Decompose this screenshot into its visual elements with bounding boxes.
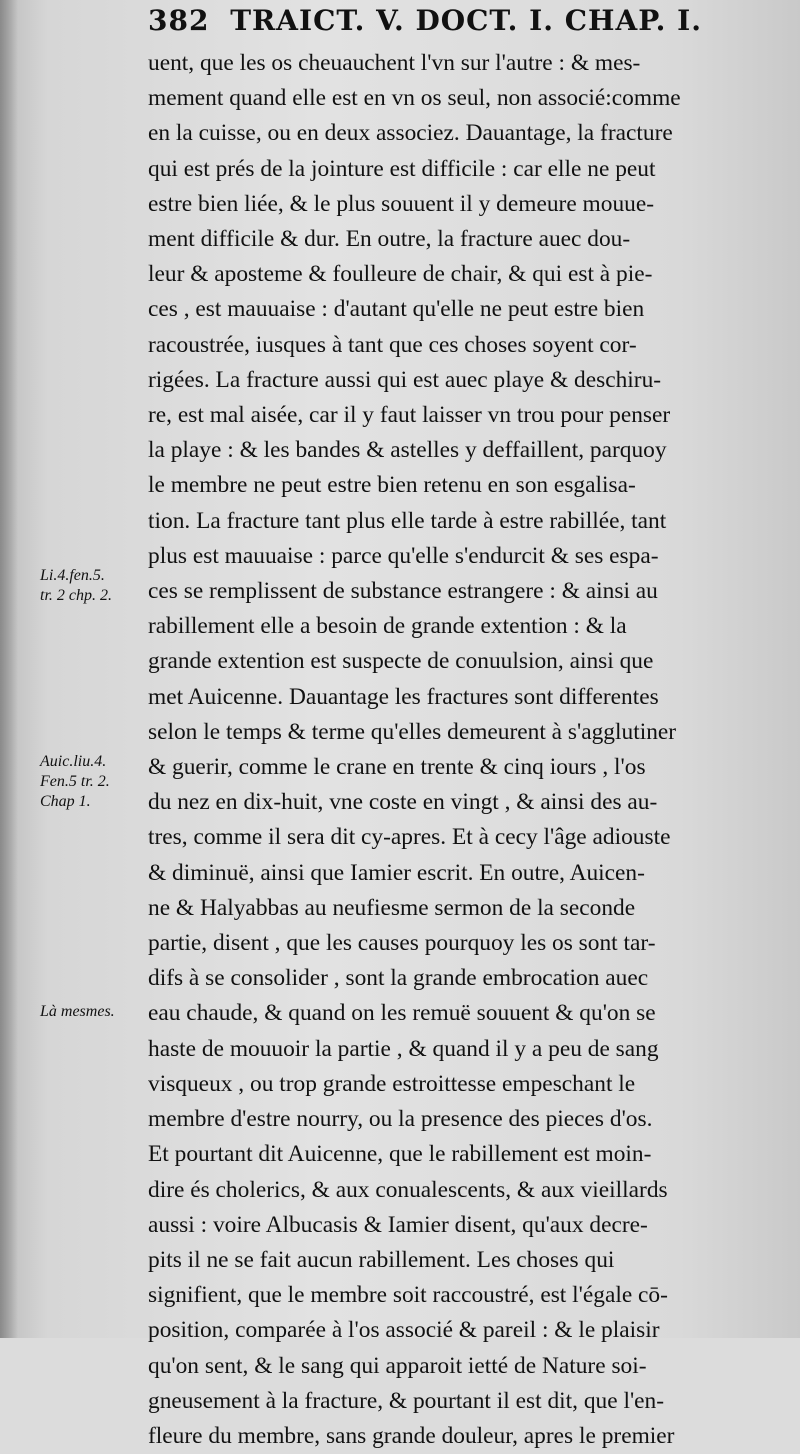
text-line: partie, disent , que les causes pourquoy les os sont tar- — [148, 930, 656, 957]
text-line: plus est mauuaise : parce qu'elle s'endurcit & ses espa- — [148, 542, 659, 569]
text-line: leur & aposteme & foulleure de chair, & qui est à pie- — [148, 261, 653, 288]
text-line: tres, comme il sera dit cy-apres. Et à cecy l'âge adiouste — [148, 824, 671, 851]
text-line: Et pourtant dit Auicenne, que le rabillement est moin- — [148, 1141, 652, 1168]
margin-note-line: Li.4.fen.5. — [40, 567, 105, 584]
text-line: membre d'estre nourry, ou la presence des pieces d'os. — [148, 1106, 653, 1133]
margin-note-line: Auic.liu.4. — [40, 753, 107, 770]
text-line: & guerir, comme le crane en trente & cinq iours , l'os — [148, 754, 646, 781]
margin-note-line: tr. 2 chp. 2. — [40, 587, 112, 604]
margin-note-line: Chap 1. — [40, 793, 91, 810]
text-line: en la cuisse, ou en deux associez. Dauantage, la fracture — [148, 120, 673, 147]
text-line: aussi : voire Albucasis & Iamier disent, qu'aux decre- — [148, 1211, 648, 1238]
text-line: uent, que les os cheuauchent l'vn sur l'autre : & mes- — [148, 50, 641, 76]
text-line: mement quand elle est en vn os seul, non associé:comme — [148, 85, 681, 112]
text-line: position, comparée à l'os associé & pareil : & le plaisir — [148, 1317, 660, 1344]
page-number: 382 — [148, 4, 210, 37]
text-line: grande extention est suspecte de conuulsion, ainsi que — [148, 648, 654, 675]
running-title: TRAICT. V. DOCT. I. CHAP. I. — [230, 4, 702, 37]
text-line: signifient, que le membre soit raccoustré, est l'égale cō- — [148, 1282, 668, 1309]
margin-note-line: Là mesmes. — [40, 1003, 115, 1020]
text-line: le membre ne peut estre bien retenu en son esgalisa- — [148, 472, 636, 499]
text-line: dire és cholerics, & aux conualescents, & aux vieillards — [148, 1176, 668, 1203]
margin-note-line: Fen.5 tr. 2. — [40, 773, 110, 790]
text-line: ces , est mauuaise : d'autant qu'elle ne peut estre bien — [148, 296, 645, 323]
text-line: rabillement elle a besoin de grande extention : & la — [148, 613, 627, 640]
text-line: qui est prés de la jointure est difficile : car elle ne peut — [148, 155, 656, 182]
text-line: qu'on sent, & le sang qui apparoit ietté de Nature soi- — [148, 1352, 647, 1379]
margin-note — [40, 566, 150, 606]
text-line: haste de mouuoir la partie , & quand il y a peu de sang — [148, 1035, 659, 1062]
margin-note — [40, 1002, 150, 1022]
text-line: met Auicenne. Dauantage les fractures sont differentes — [148, 683, 659, 710]
body-text — [148, 46, 796, 1454]
text-line: racoustrée, iusques à tant que ces choses soyent cor- — [148, 331, 637, 358]
text-line: difs à se consolider , sont la grande embrocation auec — [148, 965, 649, 992]
text-line: visqueux , ou trop grande estroittesse empeschant le — [148, 1070, 636, 1097]
text-line: du nez en dix-huit, vne coste en vingt , & ainsi des au- — [148, 789, 658, 816]
margin-note — [40, 752, 150, 812]
gutter-shadow — [0, 0, 18, 1338]
text-line: tion. La fracture tant plus elle tarde à estre rabillée, tant — [148, 507, 667, 534]
text-line: gneusement à la fracture, & pourtant il est dit, que l'en- — [148, 1387, 665, 1414]
text-line: rigées. La fracture aussi qui est auec playe & deschiru- — [148, 366, 662, 393]
text-line: ne & Halyabbas au neufiesme sermon de la seconde — [148, 894, 636, 921]
text-line: pits il ne se fait aucun rabillement. Les choses qui — [148, 1246, 615, 1273]
text-line: re, est mal aisée, car il y faut laisser vn trou pour penser — [148, 402, 671, 429]
text-line: estre bien liée, & le plus souuent il y demeure mouue- — [148, 190, 655, 217]
text-line: & diminuë, ainsi que Iamier escrit. En outre, Auicen- — [148, 859, 645, 886]
text-line: ces se remplissent de substance estrangere : & ainsi au — [148, 578, 658, 605]
running-head — [148, 4, 798, 37]
text-line: ment difficile & dur. En outre, la fracture auec dou- — [148, 226, 631, 253]
text-line: fleure du membre, sans grande douleur, apres le premier — [148, 1422, 675, 1449]
text-line: eau chaude, & quand on les remuë souuent & qu'on se — [148, 1000, 656, 1027]
text-line: selon le temps & terme qu'elles demeurent à s'agglutiner — [148, 718, 677, 745]
text-line: la playe : & les bandes & astelles y deffaillent, parquoy — [148, 437, 667, 464]
